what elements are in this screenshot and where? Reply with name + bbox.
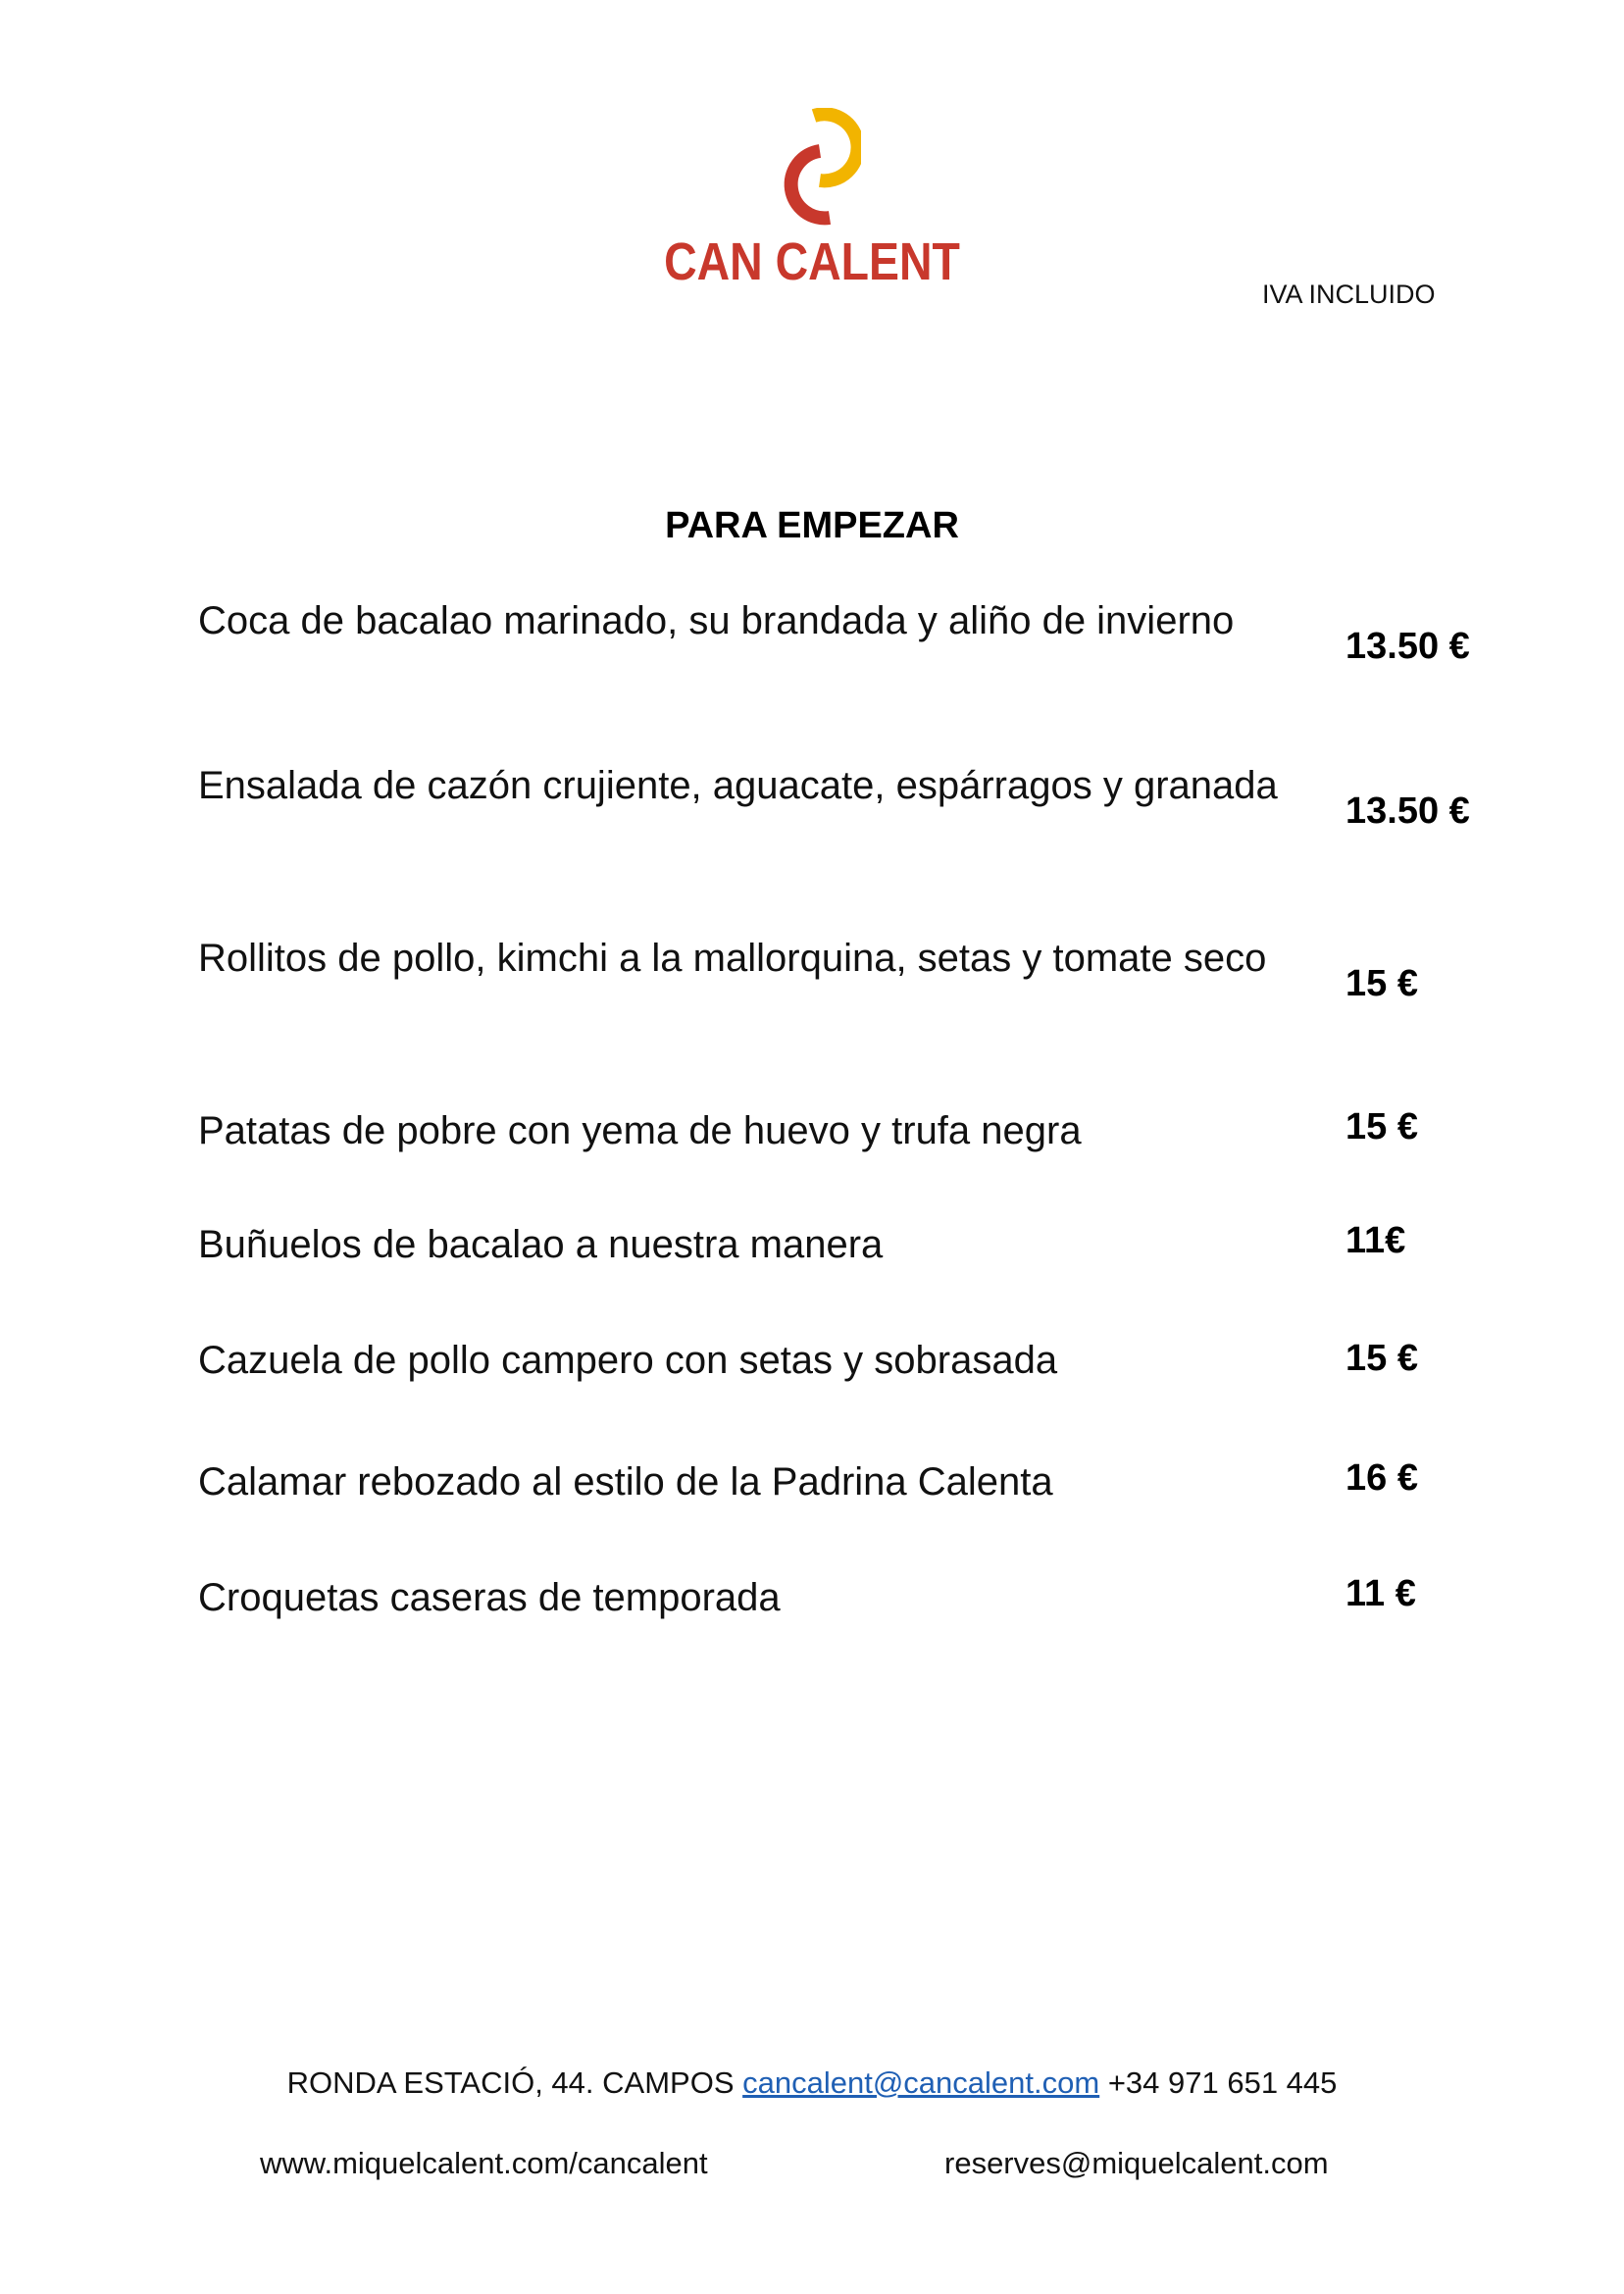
footer-phone: +34 971 651 445 bbox=[1107, 2065, 1338, 2100]
menu-item-name: Calamar rebozado al estilo de la Padrina Calenta bbox=[198, 1460, 1053, 1504]
logo bbox=[0, 108, 1624, 292]
menu-item-price: 15 € bbox=[1345, 963, 1418, 1004]
footer-address: RONDA ESTACIÓ, 44. CAMPOS bbox=[286, 2065, 735, 2100]
menu-item-price: 13.50 € bbox=[1345, 626, 1470, 667]
menu-item-name: Coca de bacalao marinado, su brandada y aliño de invierno bbox=[198, 599, 1235, 642]
menu-item-price: 11€ bbox=[1345, 1220, 1406, 1261]
logo-wordmark: CAN CALENT bbox=[664, 232, 960, 291]
footer-reservations-email: reserves@miquelcalent.com bbox=[944, 2146, 1329, 2180]
footer-website: www.miquelcalent.com/cancalent bbox=[260, 2146, 708, 2180]
menu-item-price: 16 € bbox=[1345, 1457, 1418, 1499]
section-title: PARA EMPEZAR bbox=[665, 505, 959, 546]
menu-item-price: 13.50 € bbox=[1345, 790, 1470, 832]
tax-note: IVA INCLUIDO bbox=[1262, 280, 1436, 309]
menu-item-name: Buñuelos de bacalao a nuestra manera bbox=[198, 1223, 884, 1266]
menu-item-name: Rollitos de pollo, kimchi a la mallorquina, setas y tomate seco bbox=[198, 937, 1267, 980]
menu-item-name: Croquetas caseras de temporada bbox=[198, 1576, 781, 1619]
menu-item-name: Cazuela de pollo campero con setas y sobrasada bbox=[198, 1339, 1058, 1382]
menu-item-price: 15 € bbox=[1345, 1106, 1418, 1147]
menu-item-name: Patatas de pobre con yema de huevo y trufa negra bbox=[198, 1109, 1082, 1152]
menu-item-price: 11 € bbox=[1345, 1573, 1416, 1614]
can-calent-logo-icon bbox=[763, 108, 861, 228]
menu-item-price: 15 € bbox=[1345, 1338, 1418, 1379]
footer-email-link[interactable]: cancalent@cancalent.com bbox=[742, 2065, 1100, 2100]
footer-contact-line bbox=[0, 2065, 1624, 2101]
menu-item-name: Ensalada de cazón crujiente, aguacate, espárragos y granada bbox=[198, 764, 1278, 807]
